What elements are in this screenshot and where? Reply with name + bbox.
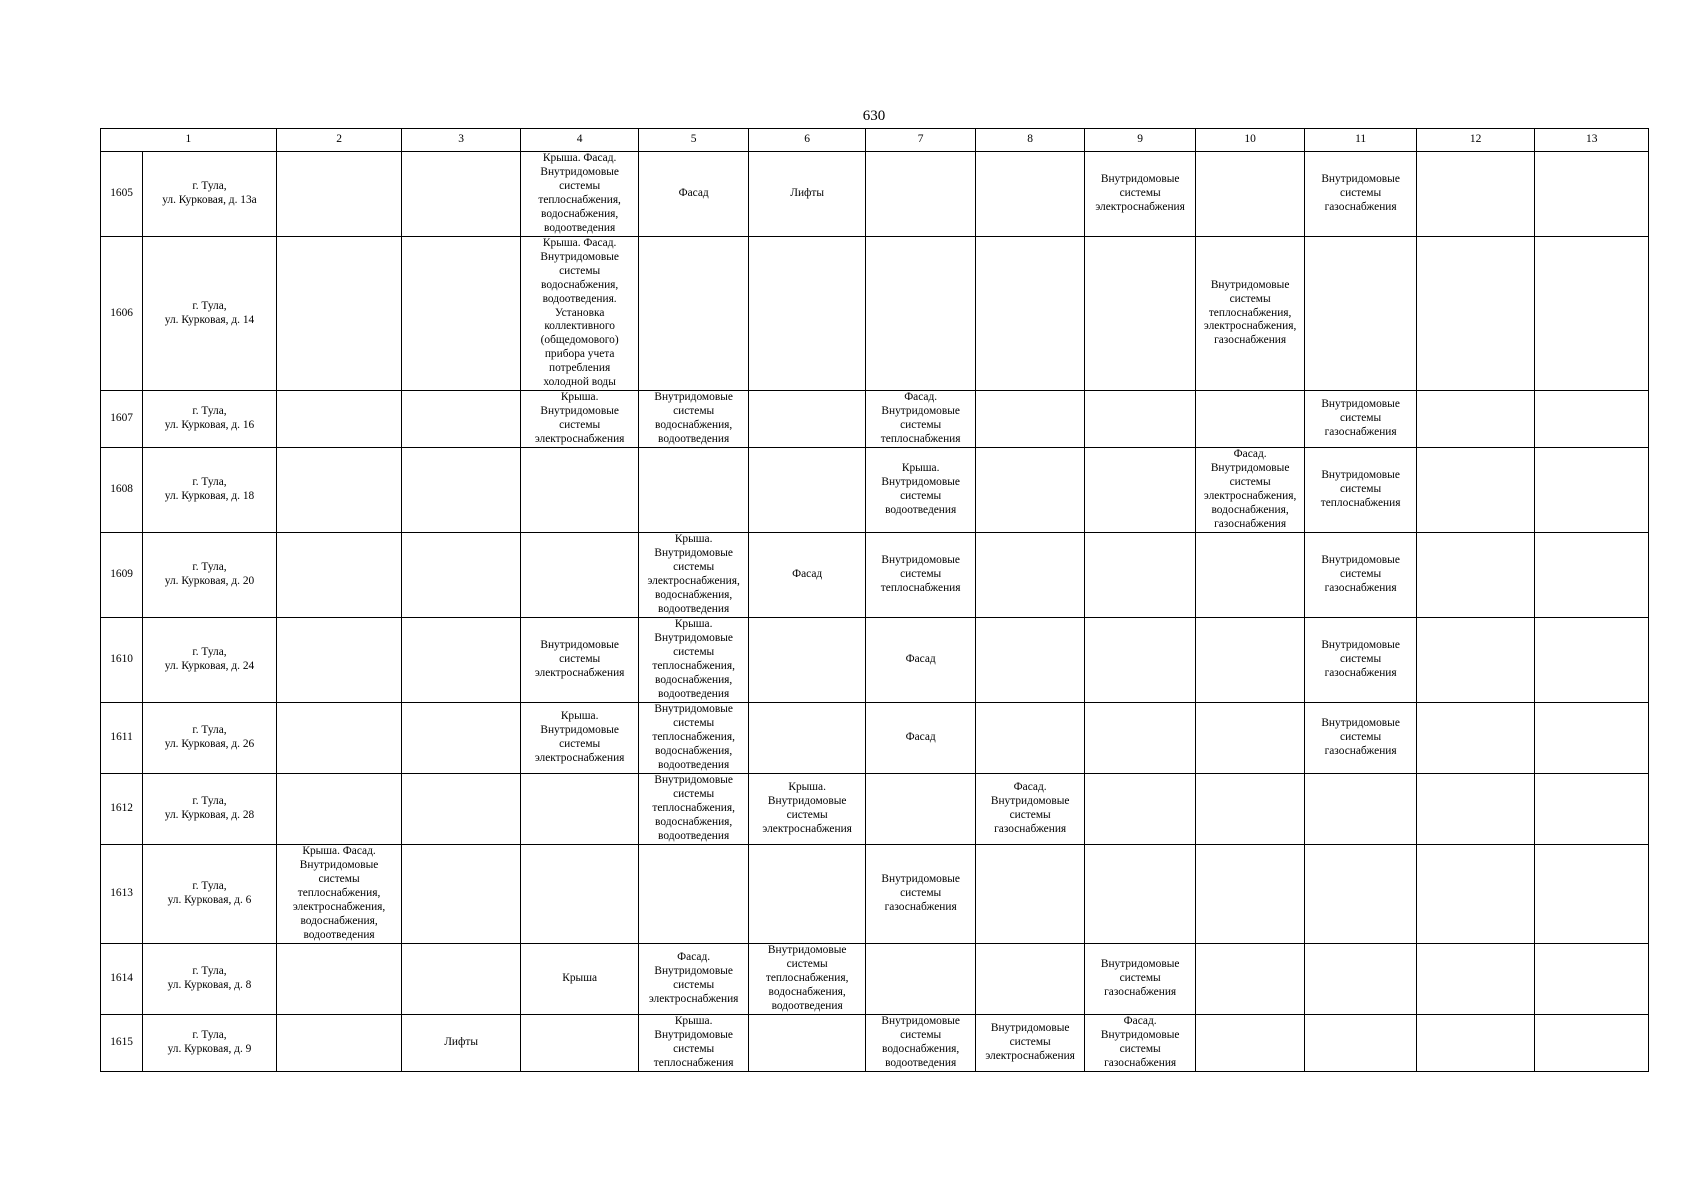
work-cell-col-11: Внутридомовые системы газоснабжения: [1305, 533, 1417, 618]
address-cell: г. Тула, ул. Курковая, д. 9: [143, 1015, 277, 1072]
table-row: [101, 774, 1649, 845]
work-cell-col-10: [1195, 774, 1304, 845]
table-row: [101, 391, 1649, 448]
work-cell-col-10: [1195, 845, 1304, 944]
work-cell-col-8: [975, 448, 1084, 533]
work-cell-col-6: Крыша. Внутридомовые системы электроснабжения: [748, 774, 866, 845]
row-number-cell: 1613: [101, 845, 143, 944]
column-number-header: 2: [276, 129, 402, 152]
work-cell-col-9: Внутридомовые системы газоснабжения: [1085, 944, 1195, 1015]
work-cell-col-13: [1535, 1015, 1649, 1072]
work-cell-col-7: [866, 774, 975, 845]
work-cell-col-7: Внутридомовые системы водоснабжения, водоотведения: [866, 1015, 975, 1072]
work-cell-col-9: [1085, 448, 1195, 533]
work-cell-col-7: [866, 237, 975, 391]
column-number-header: 11: [1305, 129, 1417, 152]
address-cell: г. Тула, ул. Курковая, д. 18: [143, 448, 277, 533]
work-cell-col-7: Внутридомовые системы газоснабжения: [866, 845, 975, 944]
column-number-header: 5: [639, 129, 748, 152]
work-cell-col-6: [748, 845, 866, 944]
column-number-header: 6: [748, 129, 866, 152]
work-cell-col-2: [276, 237, 402, 391]
work-cell-col-12: [1416, 774, 1535, 845]
work-cell-col-4: Крыша. Внутридомовые системы электроснабжения: [520, 391, 639, 448]
row-number-cell: 1606: [101, 237, 143, 391]
work-cell-col-9: [1085, 845, 1195, 944]
table-row: [101, 237, 1649, 391]
row-number-cell: 1612: [101, 774, 143, 845]
work-cell-col-13: [1535, 703, 1649, 774]
work-cell-col-8: [975, 944, 1084, 1015]
work-cell-col-11: [1305, 944, 1417, 1015]
work-cell-col-4: Крыша. Внутридомовые системы электроснабжения: [520, 703, 639, 774]
work-cell-col-3: [402, 152, 521, 237]
work-cell-col-5: Крыша. Внутридомовые системы электроснабжения, водоснабжения, водоотведения: [639, 533, 748, 618]
work-cell-col-3: Лифты: [402, 1015, 521, 1072]
work-cell-col-12: [1416, 845, 1535, 944]
table-row: [101, 944, 1649, 1015]
table-row: [101, 618, 1649, 703]
work-cell-col-3: [402, 845, 521, 944]
work-cell-col-13: [1535, 618, 1649, 703]
work-cell-col-13: [1535, 944, 1649, 1015]
table-row: [101, 845, 1649, 944]
work-cell-col-2: [276, 774, 402, 845]
work-cell-col-9: Внутридомовые системы электроснабжения: [1085, 152, 1195, 237]
work-cell-col-10: [1195, 944, 1304, 1015]
work-cell-col-5: Внутридомовые системы теплоснабжения, водоснабжения, водоотведения: [639, 774, 748, 845]
work-cell-col-13: [1535, 533, 1649, 618]
work-cell-col-5: Внутридомовые системы водоснабжения, водоотведения: [639, 391, 748, 448]
work-cell-col-12: [1416, 533, 1535, 618]
work-cell-col-5: [639, 448, 748, 533]
work-cell-col-7: Фасад: [866, 703, 975, 774]
work-cell-col-4: Крыша. Фасад. Внутридомовые системы теплоснабжения, водоснабжения, водоотведения: [520, 152, 639, 237]
page-number: 630: [862, 108, 886, 124]
work-cell-col-9: Фасад. Внутридомовые системы газоснабжения: [1085, 1015, 1195, 1072]
work-cell-col-11: [1305, 774, 1417, 845]
column-number-header: 13: [1535, 129, 1649, 152]
work-cell-col-10: [1195, 152, 1304, 237]
work-cell-col-5: Внутридомовые системы теплоснабжения, водоснабжения, водоотведения: [639, 703, 748, 774]
work-cell-col-9: [1085, 703, 1195, 774]
work-cell-col-7: Фасад: [866, 618, 975, 703]
work-cell-col-6: Фасад: [748, 533, 866, 618]
work-cell-col-9: [1085, 533, 1195, 618]
row-number-cell: 1607: [101, 391, 143, 448]
work-cell-col-12: [1416, 1015, 1535, 1072]
work-cell-col-3: [402, 237, 521, 391]
work-cell-col-2: [276, 448, 402, 533]
work-cell-col-2: Крыша. Фасад. Внутридомовые системы теплоснабжения, электроснабжения, водоснабжения, водоотведения: [276, 845, 402, 944]
work-cell-col-3: [402, 774, 521, 845]
work-cell-col-13: [1535, 774, 1649, 845]
table-row: [101, 448, 1649, 533]
work-cell-col-4: [520, 1015, 639, 1072]
work-cell-col-10: Внутридомовые системы теплоснабжения, электроснабжения, газоснабжения: [1195, 237, 1304, 391]
work-cell-col-11: [1305, 237, 1417, 391]
work-cell-col-6: [748, 237, 866, 391]
work-cell-col-13: [1535, 448, 1649, 533]
column-number-header: 8: [975, 129, 1084, 152]
address-cell: г. Тула, ул. Курковая, д. 24: [143, 618, 277, 703]
column-number-header: 3: [402, 129, 521, 152]
row-number-cell: 1605: [101, 152, 143, 237]
work-cell-col-11: Внутридомовые системы газоснабжения: [1305, 391, 1417, 448]
work-cell-col-4: [520, 845, 639, 944]
work-cell-col-3: [402, 618, 521, 703]
work-cell-col-3: [402, 703, 521, 774]
work-cell-col-11: Внутридомовые системы теплоснабжения: [1305, 448, 1417, 533]
row-number-cell: 1610: [101, 618, 143, 703]
work-cell-col-6: [748, 703, 866, 774]
work-cell-col-12: [1416, 237, 1535, 391]
work-cell-col-9: [1085, 774, 1195, 845]
work-cell-col-2: [276, 533, 402, 618]
column-number-row: [101, 129, 1649, 152]
work-cell-col-5: [639, 237, 748, 391]
table-row: [101, 152, 1649, 237]
table-row: [101, 1015, 1649, 1072]
work-cell-col-6: Лифты: [748, 152, 866, 237]
work-cell-col-12: [1416, 152, 1535, 237]
row-number-cell: 1614: [101, 944, 143, 1015]
work-cell-col-6: [748, 448, 866, 533]
work-cell-col-6: [748, 618, 866, 703]
work-cell-col-8: [975, 533, 1084, 618]
work-cell-col-6: [748, 1015, 866, 1072]
work-cell-col-13: [1535, 391, 1649, 448]
work-cell-col-10: [1195, 391, 1304, 448]
address-cell: г. Тула, ул. Курковая, д. 13а: [143, 152, 277, 237]
work-cell-col-3: [402, 944, 521, 1015]
row-number-cell: 1611: [101, 703, 143, 774]
work-cell-col-11: Внутридомовые системы газоснабжения: [1305, 152, 1417, 237]
address-cell: г. Тула, ул. Курковая, д. 8: [143, 944, 277, 1015]
work-cell-col-9: [1085, 618, 1195, 703]
work-cell-col-12: [1416, 944, 1535, 1015]
address-cell: г. Тула, ул. Курковая, д. 26: [143, 703, 277, 774]
work-cell-col-11: [1305, 1015, 1417, 1072]
column-number-header: 4: [520, 129, 639, 152]
work-cell-col-13: [1535, 237, 1649, 391]
work-cell-col-13: [1535, 152, 1649, 237]
work-cell-col-9: [1085, 391, 1195, 448]
work-cell-col-4: Крыша. Фасад. Внутридомовые системы водоснабжения, водоотведения. Установка коллективного (общедомового) прибора учета потребления холодной воды: [520, 237, 639, 391]
work-cell-col-12: [1416, 703, 1535, 774]
row-number-cell: 1608: [101, 448, 143, 533]
work-cell-col-7: [866, 152, 975, 237]
work-cell-col-4: [520, 774, 639, 845]
work-cell-col-13: [1535, 845, 1649, 944]
work-cell-col-8: [975, 703, 1084, 774]
work-cell-col-7: Внутридомовые системы теплоснабжения: [866, 533, 975, 618]
work-cell-col-10: [1195, 533, 1304, 618]
column-number-header: 10: [1195, 129, 1304, 152]
work-cell-col-3: [402, 533, 521, 618]
column-number-header: 12: [1416, 129, 1535, 152]
work-cell-col-10: Фасад. Внутридомовые системы электроснабжения, водоснабжения, газоснабжения: [1195, 448, 1304, 533]
work-cell-col-4: [520, 533, 639, 618]
work-cell-col-5: Фасад: [639, 152, 748, 237]
work-cell-col-11: Внутридомовые системы газоснабжения: [1305, 618, 1417, 703]
column-number-header: 7: [866, 129, 975, 152]
work-cell-col-5: Фасад. Внутридомовые системы электроснабжения: [639, 944, 748, 1015]
work-cell-col-8: [975, 391, 1084, 448]
address-cell: г. Тула, ул. Курковая, д. 20: [143, 533, 277, 618]
table-body: [101, 152, 1649, 1072]
work-cell-col-2: [276, 618, 402, 703]
work-cell-col-7: Фасад. Внутридомовые системы теплоснабжения: [866, 391, 975, 448]
work-cell-col-12: [1416, 618, 1535, 703]
work-cell-col-2: [276, 1015, 402, 1072]
work-cell-col-12: [1416, 391, 1535, 448]
work-cell-col-6: Внутридомовые системы теплоснабжения, водоснабжения, водоотведения: [748, 944, 866, 1015]
work-cell-col-8: [975, 845, 1084, 944]
work-cell-col-2: [276, 944, 402, 1015]
work-cell-col-5: [639, 845, 748, 944]
work-cell-col-5: Крыша. Внутридомовые системы теплоснабжения: [639, 1015, 748, 1072]
work-cell-col-10: [1195, 1015, 1304, 1072]
work-cell-col-5: Крыша. Внутридомовые системы теплоснабжения, водоснабжения, водоотведения: [639, 618, 748, 703]
work-cell-col-8: [975, 152, 1084, 237]
column-number-header: 9: [1085, 129, 1195, 152]
work-cell-col-12: [1416, 448, 1535, 533]
work-cell-col-8: [975, 618, 1084, 703]
work-cell-col-8: Фасад. Внутридомовые системы газоснабжения: [975, 774, 1084, 845]
table-row: [101, 703, 1649, 774]
work-cell-col-9: [1085, 237, 1195, 391]
work-cell-col-10: [1195, 703, 1304, 774]
work-cell-col-4: Крыша: [520, 944, 639, 1015]
work-cell-col-7: Крыша. Внутридомовые системы водоотведения: [866, 448, 975, 533]
work-cell-col-8: [975, 237, 1084, 391]
work-cell-col-3: [402, 391, 521, 448]
work-cell-col-10: [1195, 618, 1304, 703]
work-cell-col-2: [276, 152, 402, 237]
row-number-cell: 1615: [101, 1015, 143, 1072]
work-cell-col-3: [402, 448, 521, 533]
work-cell-col-11: Внутридомовые системы газоснабжения: [1305, 703, 1417, 774]
address-cell: г. Тула, ул. Курковая, д. 16: [143, 391, 277, 448]
row-number-cell: 1609: [101, 533, 143, 618]
column-number-header: 1: [101, 129, 277, 152]
address-cell: г. Тула, ул. Курковая, д. 14: [143, 237, 277, 391]
address-cell: г. Тула, ул. Курковая, д. 28: [143, 774, 277, 845]
work-cell-col-11: [1305, 845, 1417, 944]
work-cell-col-2: [276, 391, 402, 448]
table-row: [101, 533, 1649, 618]
work-cell-col-2: [276, 703, 402, 774]
address-cell: г. Тула, ул. Курковая, д. 6: [143, 845, 277, 944]
capital-repair-table: [100, 128, 1649, 1072]
work-cell-col-6: [748, 391, 866, 448]
work-cell-col-7: [866, 944, 975, 1015]
work-cell-col-4: [520, 448, 639, 533]
work-cell-col-4: Внутридомовые системы электроснабжения: [520, 618, 639, 703]
work-cell-col-8: Внутридомовые системы электроснабжения: [975, 1015, 1084, 1072]
